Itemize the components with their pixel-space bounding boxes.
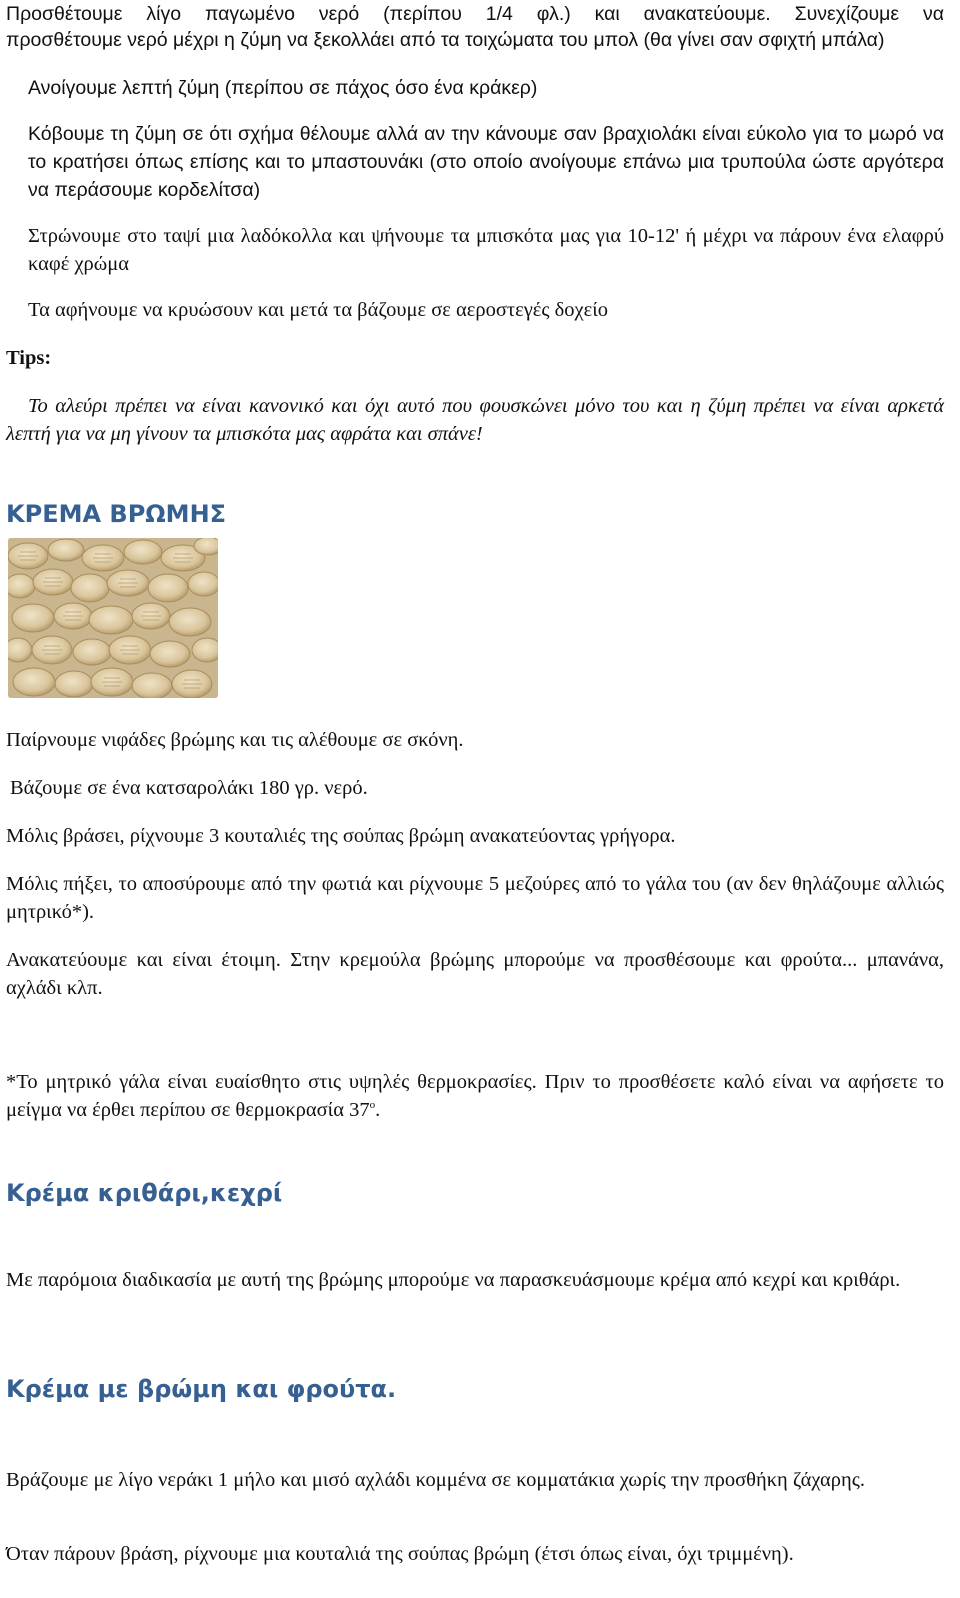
step-cool-store: Τα αφήνουμε να κρυώσουν και μετά τα βάζουμε σε αεροστεγές δοχείο [28,299,609,321]
barley-cream-text: Με παρόμοια διαδικασία με αυτή της βρώμης μπορούμε να παρασκευάσμουμε κρέμα από κεχρί και κριθάρι. [6,1269,901,1291]
breastmilk-note [6,1068,944,1124]
step-add-water-line2: προσθέτουμε νερό μέχρι η ζύμη να ξεκολλάει από τα τοιχώματα του μπολ (θα γίνει σαν σφιχτή μπάλα) [6,29,885,51]
tips-text: Το αλεύρι πρέπει να είναι κανονικό και όχι αυτό που φουσκώνει μόνο του και η ζύμη πρέπει να είναι αρκετά λεπτή για να μη γίνουν τα μπισκότα μας αφράτα και σπάνε! [6,395,944,445]
oat-fruit-text: Βράζουμε με λίγο νεράκι 1 μήλο και μισό αχλάδι κομμένα σε κομματάκια χωρίς την προσθήκη ζάχαρης. [6,1469,865,1491]
oat-step-ready: Ανακατεύουμε και είναι έτοιμη. Στην κρεμούλα βρώμης μπορούμε να προσθέσουμε και φρούτα... μπανάνα, αχλάδι κλπ. [6,949,944,999]
step-add-water-line1: Προσθέτουμε λίγο παγωμένο νερό (περίπου 1/4 φλ.) και ανακατεύουμε. Συνεχίζουμε να [6,3,944,25]
breastmilk-note-text: *Το μητρικό γάλα είναι ευαίσθητο στις υψηλές θερμοκρασίες. Πριν το προσθέσετε καλό είναι να αφήσετε το μείγμα να έρθει περίπου σε θερμοκρασία 37 [6,1071,944,1121]
step-cut-dough-text: Κόβουμε τη ζύμη σε ότι σχήμα θέλουμε αλλά αν την κάνουμε σαν βραχιολάκι είναι εύκολο για το μωρό να το κρατήσει όπως επίσης και το μπαστουνάκι (στο οποίο ανοίγουμε επάνω μια τρυπούλα ώστε αργότερα να περάσουμε κορδελίτσα) [28,123,944,201]
oat-flakes-icon [8,538,218,698]
oat-step-grind: Παίρνουμε νιφάδες βρώμης και τις αλέθουμε σε σκόνη. [6,729,464,751]
oat-step-water: Βάζουμε σε ένα κατσαρολάκι 180 γρ. νερό. [10,777,368,799]
oat-cream-heading: ΚΡΕΜΑ ΒΡΩΜΗΣ [6,500,227,528]
breastmilk-note-end: . [375,1099,381,1121]
step-bake [6,222,944,278]
degree-mark: ο [369,1099,376,1112]
step-cut-dough [6,120,944,204]
oat-step-thicken: Μόλις πήξει, το αποσύρουμε από την φωτιά και ρίχνουμε 5 μεζούρες από το γάλα του (αν δεν θηλάζουμε αλλιώς μητρικό*). [6,873,944,923]
barley-cream-heading: Κρέμα κριθάρι,κεχρί [6,1179,283,1207]
step-bake-text: Στρώνουμε στο ταψί μια λαδόκολλα και ψήνουμε τα μπισκότα μας για 10-12' ή μέχρι να πάρουν ένα ελαφρύ καφέ χρώμα [28,225,944,275]
oat-step-boil: Μόλις βράσει, ρίχνουμε 3 κουταλιές της σούπας βρώμη ανακατεύοντας γρήγορα. [6,825,676,847]
oat-fruit-text-2: Όταν πάρουν βράση, ρίχνουμε μια κουταλιά της σούπας βρώμη (έτσι όπως είναι, όχι τριμμένη). [6,1543,794,1565]
oat-fruit-heading: Κρέμα με βρώμη και φρούτα. [6,1375,397,1403]
step-roll-dough: Ανοίγουμε λεπτή ζύμη (περίπου σε πάχος όσο ένα κράκερ) [28,77,538,99]
tips-label: Tips: [6,347,52,369]
oat-flakes-photo [8,538,218,698]
